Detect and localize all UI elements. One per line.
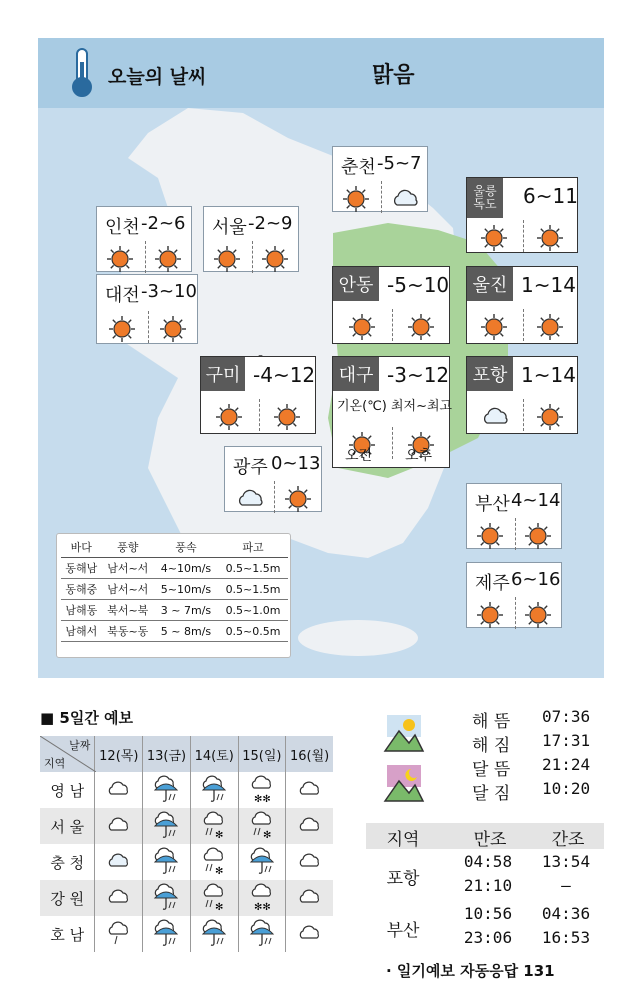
sun-icon [159, 315, 191, 343]
sun-icon [480, 313, 512, 341]
svg-text:✻✻: ✻✻ [253, 902, 271, 912]
forecast-row [40, 880, 333, 916]
sea-header-direction: 풍향 [117, 541, 139, 554]
sun-icon [273, 403, 305, 431]
sun-icon [213, 245, 245, 273]
header-title: 오늘의 날씨 [108, 66, 207, 88]
tide-header-high: 만조 [473, 830, 507, 850]
svg-text:✻✻: ✻✻ [253, 794, 271, 804]
tide-header-low: 간조 [551, 830, 585, 850]
sun-icon [215, 403, 247, 431]
sun-icon [476, 522, 508, 550]
city-name: 인천 [105, 217, 140, 238]
forecast-corner-cell [40, 736, 95, 772]
icon-separator [523, 399, 524, 431]
sun-icon [348, 313, 380, 341]
tide-low-time: – [561, 876, 571, 895]
city-temp-range: 4~14 [511, 490, 561, 511]
sea-cell: 0.5~1.0m [225, 603, 281, 617]
sun-icon [342, 185, 374, 213]
city-temp-range: -2~6 [141, 213, 186, 234]
cloud-icon [95, 772, 143, 808]
rain-icon [143, 772, 191, 808]
astro-time: 17:31 [542, 731, 591, 750]
icon-separator [252, 241, 253, 273]
tide-low-time: 04:36 [541, 904, 591, 923]
city-name: 울릉 독도 [467, 178, 503, 218]
icon-separator [392, 427, 393, 459]
temp-legend: 기온(℃) 최저~최고 [337, 399, 453, 414]
suncloud-icon [95, 844, 143, 880]
city-card-jeju [466, 562, 562, 628]
snowcloud-icon [238, 880, 286, 916]
city-card-seoul [203, 206, 299, 272]
tide-place: 부산 [386, 921, 420, 941]
sun-icon [154, 245, 186, 273]
cloud-icon [286, 808, 333, 844]
sea-header-row [61, 537, 288, 558]
cloud-icon [286, 772, 333, 808]
forecast-row [40, 772, 333, 808]
sea-conditions-table [61, 537, 288, 642]
sun-icon [108, 315, 140, 343]
city-temp-range: -3~12 [387, 363, 450, 387]
city-temp-range: -2~9 [248, 213, 293, 234]
sea-cell: 0.5~1.5m [225, 582, 281, 596]
icon-separator [145, 241, 146, 273]
icon-separator [515, 518, 516, 550]
sea-row [61, 558, 288, 579]
header-condition: 맑음 [372, 63, 415, 88]
icon-separator [523, 220, 524, 252]
sea-cell: 북서~북 [107, 604, 149, 617]
tide-high-time: 23:06 [463, 928, 513, 947]
sea-cell: 남서~서 [107, 583, 149, 596]
city-card-busan [466, 483, 562, 549]
cloud-icon [286, 880, 333, 916]
rain-icon [143, 808, 191, 844]
sun-icon [407, 313, 439, 341]
city-name: 부산 [475, 494, 510, 515]
tide-place: 포항 [386, 869, 420, 889]
city-card-incheon [96, 206, 192, 272]
sea-cell: 5 ~ 8m/s [160, 624, 212, 638]
rain-icon [238, 916, 286, 952]
sea-cell: 동해남 [65, 562, 98, 575]
forecast-row [40, 808, 333, 844]
city-card-daegu [332, 356, 453, 468]
city-temp-range: 6~16 [511, 569, 561, 590]
forecast-table [40, 736, 333, 952]
astro-label: 달 뜸 [472, 760, 511, 780]
astro-label: 해 짐 [472, 736, 511, 756]
svg-text:✻: ✻ [215, 902, 224, 912]
city-name: 대구 [333, 357, 379, 391]
sea-cell: 남해서 [65, 625, 98, 638]
sea-row [61, 600, 288, 621]
rainsnow-icon [190, 880, 238, 916]
city-name: 대전 [105, 285, 140, 306]
rainsnow-icon [238, 808, 286, 844]
astro-time: 10:20 [542, 779, 591, 798]
forecast-corner-top: 날짜 [69, 739, 91, 752]
city-temp-range: -5~7 [377, 153, 422, 174]
legend-am: 오전 [345, 448, 373, 464]
forecast-header-row [40, 736, 333, 772]
astro-label: 달 짐 [472, 784, 511, 804]
rain-icon [238, 844, 286, 880]
forecast-region: 서 울 [40, 808, 95, 844]
city-temp-range: 0~13 [271, 453, 321, 474]
cloud-icon [95, 880, 143, 916]
sea-cell: 5~10m/s [160, 582, 212, 596]
icon-separator [381, 181, 382, 213]
city-name: 울진 [467, 267, 513, 301]
sun-icon [524, 601, 556, 629]
tide-high-time: 21:10 [463, 876, 513, 895]
cloud-icon [95, 808, 143, 844]
forecast-day: 12(목) [95, 736, 143, 772]
sea-header-speed: 풍속 [175, 541, 197, 554]
cloud-icon [286, 844, 333, 880]
sun-icon [476, 601, 508, 629]
city-card-andong [332, 266, 450, 344]
sea-header-area: 바다 [70, 541, 92, 554]
cloud-icon [480, 403, 512, 431]
snowcloud-icon [238, 772, 286, 808]
city-temp-range: 1~14 [521, 273, 576, 297]
city-name: 포항 [467, 357, 513, 391]
rain-icon [143, 844, 191, 880]
rain-icon [143, 880, 191, 916]
astro-time: 21:24 [542, 755, 591, 774]
svg-text:✻: ✻ [215, 866, 224, 876]
sun-icon [106, 245, 138, 273]
icon-separator [259, 399, 260, 431]
auto-response-note: · 일기예보 자동응답 131 [386, 962, 555, 980]
sea-cell: 4~10m/s [160, 561, 212, 575]
icon-separator [148, 311, 149, 343]
sea-conditions-card [56, 533, 291, 658]
legend-pm: 오후 [405, 448, 433, 464]
sea-cell: 동해중 [65, 583, 98, 596]
icon-separator [392, 309, 393, 341]
cloud-icon [286, 916, 333, 952]
city-card-gumi [200, 356, 316, 434]
moonrise-mountain-icon [383, 763, 425, 803]
drizzle-icon [95, 916, 143, 952]
forecast-day: 15(일) [238, 736, 286, 772]
city-temp-range: -3~10 [141, 281, 197, 302]
tide-high-time: 04:58 [463, 852, 513, 871]
rain-icon [190, 916, 238, 952]
rainsnow-icon [190, 808, 238, 844]
city-card-ulleung [466, 177, 578, 253]
sea-header-wave: 파고 [242, 541, 264, 554]
forecast-day: 13(금) [143, 736, 191, 772]
astro-time: 07:36 [542, 707, 591, 726]
icon-separator [523, 309, 524, 341]
sea-row [61, 621, 288, 642]
weather-map-panel [38, 38, 604, 678]
forecast-corner-bottom: 지역 [44, 757, 66, 770]
forecast-day: 16(월) [290, 748, 330, 764]
tide-high-time: 10:56 [463, 904, 513, 923]
city-name: 서울 [212, 217, 247, 238]
forecast-region: 영 남 [40, 772, 95, 808]
svg-text:✻: ✻ [215, 830, 224, 840]
sun-icon [480, 224, 512, 252]
city-name: 춘천 [341, 157, 376, 178]
sun-icon [536, 224, 568, 252]
forecast-row [40, 916, 333, 952]
city-card-gwangju [224, 446, 322, 512]
rainsnow-icon [190, 844, 238, 880]
sea-cell: 북동~동 [107, 625, 149, 638]
tide-header-region: 지역 [386, 830, 420, 850]
rain-icon [143, 916, 191, 952]
astro-label: 해 뜸 [472, 712, 511, 732]
forecast-region: 강 원 [40, 880, 95, 916]
sun-icon [284, 485, 316, 513]
sun-icon [536, 403, 568, 431]
icon-separator [274, 481, 275, 513]
cloud-icon [390, 185, 422, 213]
city-name: 구미 [201, 357, 245, 391]
sea-cell: 남서~서 [107, 562, 149, 575]
forecast-region: 충 청 [40, 844, 95, 880]
city-name: 광주 [233, 457, 268, 478]
forecast-day: 14(토) [190, 736, 238, 772]
tide-low-time: 16:53 [541, 928, 591, 947]
sea-cell: 0.5~0.5m [225, 624, 281, 638]
city-name: 안동 [333, 267, 379, 301]
rain-icon [190, 772, 238, 808]
sun-icon [536, 313, 568, 341]
city-temp-range: 6~11 [523, 184, 578, 208]
cloud-icon [235, 485, 267, 513]
sun-icon [524, 522, 556, 550]
sea-row [61, 579, 288, 600]
forecast-title: ■ 5일간 예보 [40, 709, 134, 727]
sea-cell: 3 ~ 7m/s [160, 603, 212, 617]
city-card-daejeon [96, 274, 198, 344]
forecast-row [40, 844, 333, 880]
svg-text:✻: ✻ [262, 830, 272, 840]
forecast-region: 호 남 [40, 916, 95, 952]
sea-cell: 남해동 [65, 604, 98, 617]
city-card-chuncheon [332, 146, 428, 212]
city-temp-range: -5~10 [387, 273, 450, 297]
city-temp-range: -4~12 [253, 363, 316, 387]
city-temp-range: 1~14 [521, 363, 576, 387]
city-card-pohang [466, 356, 578, 434]
sea-cell: 0.5~1.5m [225, 561, 281, 575]
city-card-uljin [466, 266, 578, 344]
icon-separator [515, 597, 516, 629]
city-name: 제주 [475, 573, 510, 594]
tide-low-time: 13:54 [541, 852, 591, 871]
sunrise-mountain-icon [383, 713, 425, 753]
sun-icon [261, 245, 293, 273]
